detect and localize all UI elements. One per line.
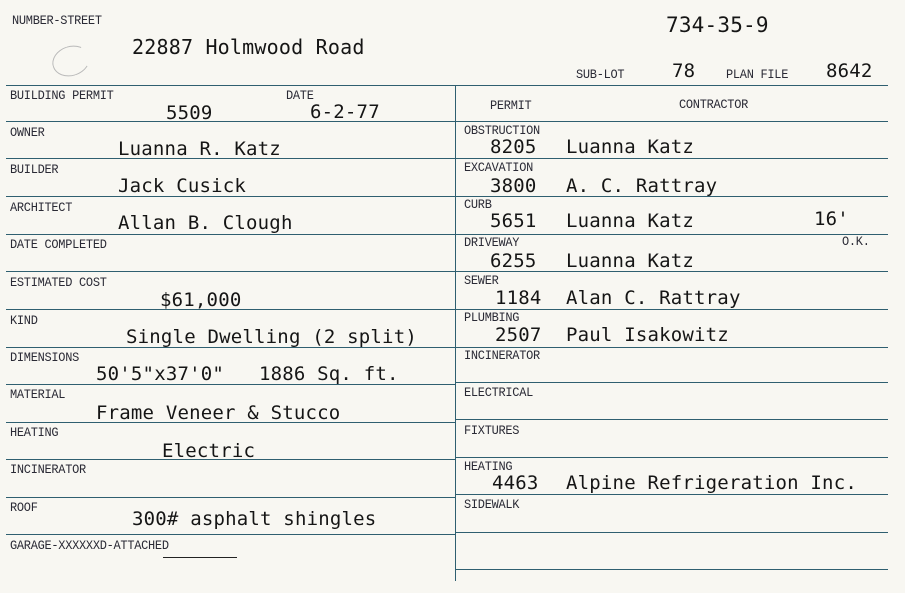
heating-contractor: Alpine Refrigeration Inc. xyxy=(566,472,857,494)
obstruction-contractor: Luanna Katz xyxy=(566,136,695,158)
roof: 300# asphalt shingles xyxy=(132,508,377,530)
column-divider xyxy=(455,85,456,581)
sidewalk-label: SIDEWALK xyxy=(464,497,520,512)
estimated-cost: $61,000 xyxy=(160,289,242,311)
curb-note: 16' xyxy=(814,208,849,230)
obstruction-label: OBSTRUCTION xyxy=(464,123,540,138)
owner-label: OWNER xyxy=(10,125,45,140)
curb-permit: 5651 xyxy=(490,210,537,232)
rule-line xyxy=(456,382,888,383)
date-label: DATE xyxy=(286,88,314,103)
building-permit-label: BUILDING PERMIT xyxy=(10,88,114,103)
incinerator-permit-label: INCINERATOR xyxy=(464,348,540,363)
sewer-label: SEWER xyxy=(464,273,499,288)
plumbing-permit: 2507 xyxy=(495,324,542,346)
curb-contractor: Luanna Katz xyxy=(566,210,695,232)
rule-line xyxy=(6,497,456,498)
garage-label: GARAGE-XXXXXXD-ATTACHED xyxy=(10,538,169,553)
obstruction-permit: 8205 xyxy=(490,136,537,158)
incinerator-label: INCINERATOR xyxy=(10,462,86,477)
builder: Jack Cusick xyxy=(118,175,247,197)
heating-permit-label: HEATING xyxy=(464,459,513,474)
rule-line xyxy=(6,85,888,86)
sub-lot: 78 xyxy=(672,60,696,82)
card-number: 734-35-9 xyxy=(666,13,769,37)
excavation-contractor: A. C. Rattray xyxy=(566,175,718,197)
plan-file: 8642 xyxy=(826,60,873,82)
rule-line xyxy=(456,494,888,495)
material: Frame Veneer & Stucco xyxy=(96,402,341,424)
rule-line xyxy=(6,121,456,122)
rule-line xyxy=(456,309,888,310)
heating: Electric xyxy=(162,440,256,462)
electrical-label: ELECTRICAL xyxy=(464,385,534,400)
driveway-permit: 6255 xyxy=(490,250,537,272)
heating-label: HEATING xyxy=(10,425,59,440)
driveway-ok: O.K. xyxy=(842,234,870,249)
pencil-mark xyxy=(48,41,93,81)
permit-header: PERMIT xyxy=(490,98,532,113)
builder-label: BUILDER xyxy=(10,162,59,177)
curb-label: CURB xyxy=(464,197,492,212)
material-label: MATERIAL xyxy=(10,387,66,402)
date-completed-label: DATE COMPLETED xyxy=(10,237,107,252)
building-permit: 5509 xyxy=(166,102,213,124)
rule-line xyxy=(456,457,888,458)
plumbing-label: PLUMBING xyxy=(464,310,520,325)
sewer-permit: 1184 xyxy=(495,287,542,309)
excavation-permit: 3800 xyxy=(490,175,537,197)
rule-line xyxy=(456,532,888,533)
kind: Single Dwelling (2 split) xyxy=(126,326,417,348)
fixtures-label: FIXTURES xyxy=(464,423,520,438)
number-street-label: NUMBER-STREET xyxy=(12,13,102,28)
rule-line xyxy=(456,121,888,122)
sub-lot-label: SUB-LOT xyxy=(576,67,625,82)
rule-line xyxy=(456,569,888,570)
owner: Luanna R. Katz xyxy=(118,138,281,160)
address: 22887 Holmwood Road xyxy=(132,35,365,59)
permit-date: 6-2-77 xyxy=(310,101,380,123)
garage-underline xyxy=(163,557,237,558)
roof-label: ROOF xyxy=(10,500,38,515)
estimated-cost-label: ESTIMATED COST xyxy=(10,275,107,290)
sewer-contractor: Alan C. Rattray xyxy=(566,287,741,309)
driveway-contractor: Luanna Katz xyxy=(566,250,695,272)
kind-label: KIND xyxy=(10,313,38,328)
architect-label: ARCHITECT xyxy=(10,200,73,215)
rule-line xyxy=(6,271,456,272)
plumbing-contractor: Paul Isakowitz xyxy=(566,324,729,346)
excavation-label: EXCAVATION xyxy=(464,160,534,175)
dimensions-label: DIMENSIONS xyxy=(10,350,80,365)
rule-line xyxy=(6,234,456,235)
rule-line xyxy=(456,419,888,420)
contractor-header: CONTRACTOR xyxy=(679,97,749,112)
dimensions: 50'5"x37'0" 1886 Sq. ft. xyxy=(96,363,399,385)
rule-line xyxy=(456,234,888,235)
plan-file-label: PLAN FILE xyxy=(726,67,789,82)
heating-permit: 4463 xyxy=(492,472,539,494)
driveway-label: DRIVEWAY xyxy=(464,235,520,250)
rule-line xyxy=(456,158,888,159)
architect: Allan B. Clough xyxy=(118,212,293,234)
rule-line xyxy=(6,534,456,535)
